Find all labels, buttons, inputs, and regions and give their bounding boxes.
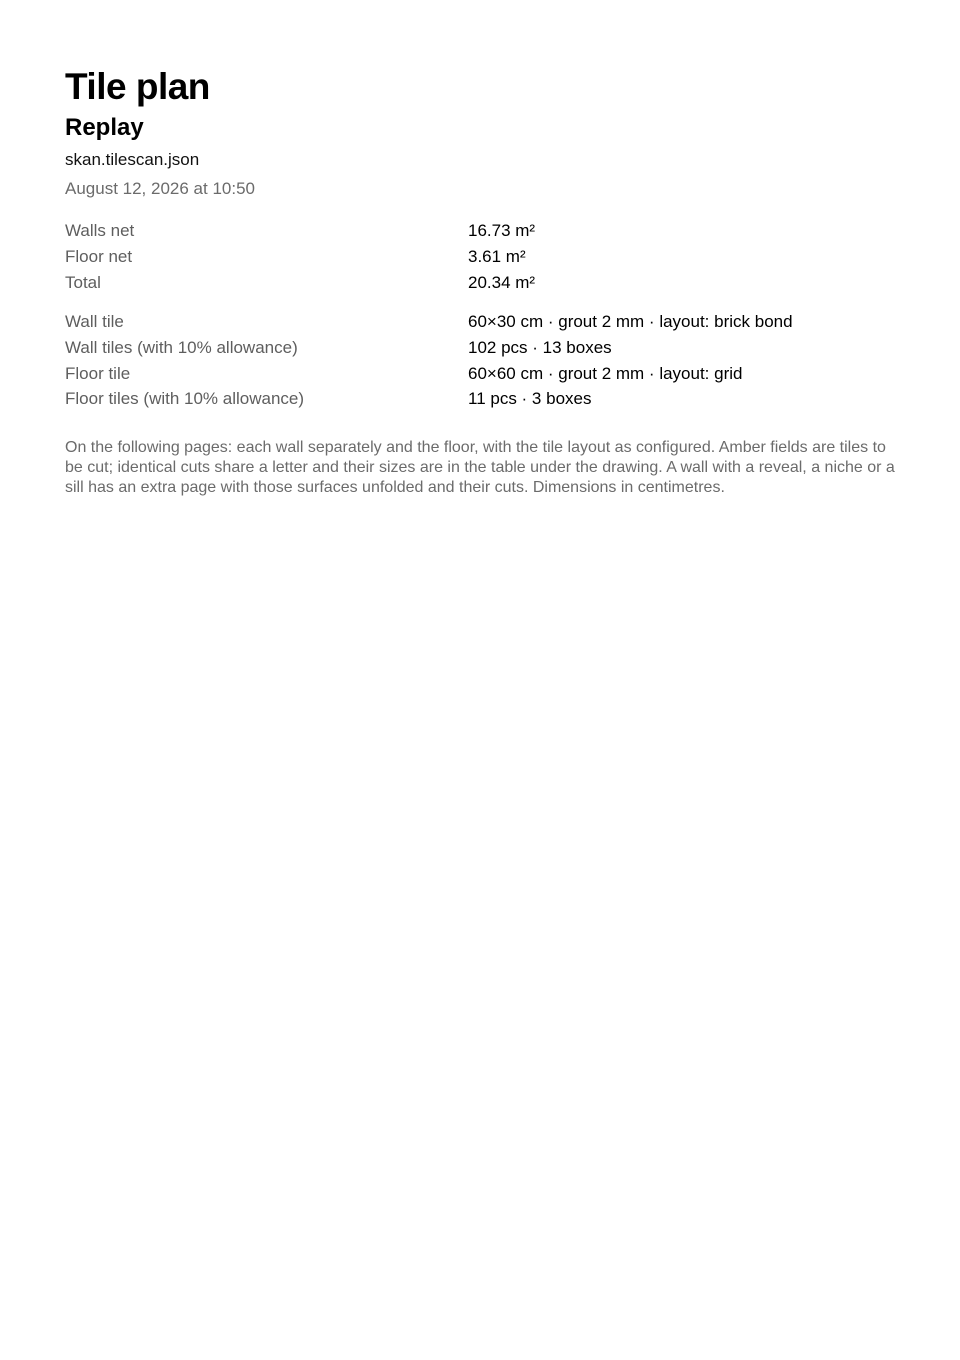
stat-row-wall-tile <box>65 311 905 337</box>
stat-value: 60×60 cm · grout 2 mm · layout: grid <box>468 363 743 383</box>
stat-value: 102 pcs · 13 boxes <box>468 337 612 357</box>
stat-row-floor-tiles-count <box>65 388 905 414</box>
area-summary <box>65 220 905 297</box>
generated-datetime: August 12, 2026 at 10:50 <box>65 179 255 198</box>
stat-row-wall-tiles-count <box>65 337 905 363</box>
stat-row-floor-net <box>65 246 905 272</box>
stat-label: Floor net <box>65 246 133 266</box>
page-title: Tile plan <box>65 66 210 107</box>
stat-label: Wall tile <box>65 312 124 331</box>
stat-label: Wall tiles (with 10% allowance) <box>65 337 298 357</box>
stat-value: 20.34 m² <box>468 272 536 292</box>
stat-label: Total <box>65 272 101 292</box>
stat-value: 11 pcs · 3 boxes <box>468 389 592 409</box>
stat-label: Floor tiles (with 10% allowance) <box>65 389 305 409</box>
stat-label: Walls net <box>65 221 135 240</box>
stat-label: Floor tile <box>65 363 131 383</box>
stat-value: 3.61 m² <box>468 246 526 266</box>
source-filename: skan.tilescan.json <box>65 150 200 169</box>
page-subtitle: Replay <box>65 114 144 141</box>
stat-value: 60×30 cm · grout 2 mm · layout: brick bond <box>468 312 793 331</box>
stat-value: 16.73 m² <box>468 221 536 240</box>
tile-summary <box>65 311 905 414</box>
stat-row-floor-tile <box>65 363 905 389</box>
explanatory-note: On the following pages: each wall separately and the floor, with the tile layout as configured. Amber fields are tiles to be cut; identical cuts share a letter and their sizes are in the table under the drawing. A wall with a reveal, a niche or a sill has an extra page with those surfaces unfolded and their cuts. Dimensions in centimetres. <box>65 439 895 496</box>
stat-row-walls-net <box>65 220 905 246</box>
stat-row-total <box>65 272 905 298</box>
